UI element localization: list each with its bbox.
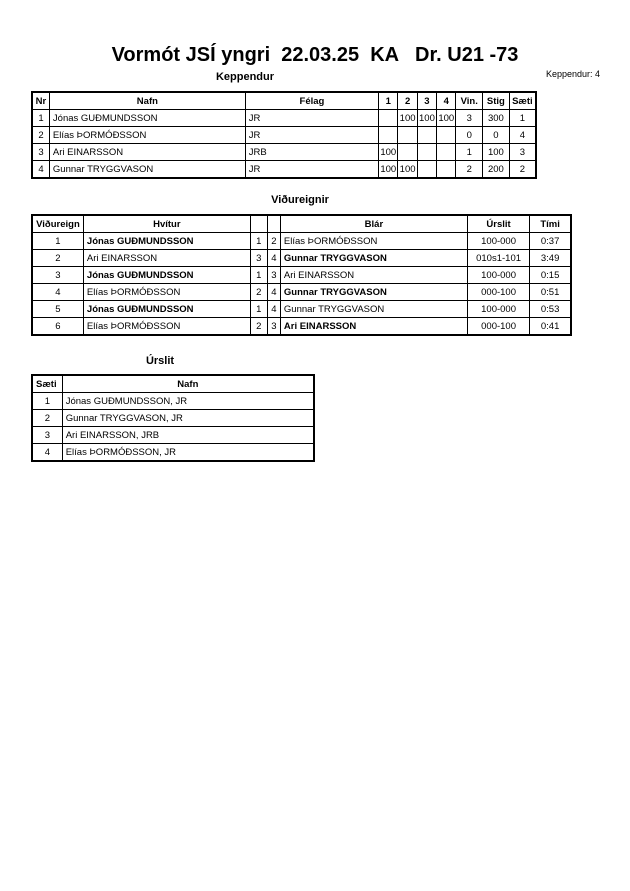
column-header: Sæti [32,375,62,393]
table-cell: 1 [32,110,49,127]
table-row [32,410,314,427]
white-number: 2 [250,318,267,336]
column-header: Nafn [62,375,314,393]
table-cell: 0 [456,127,483,144]
match-result: 010s1-101 [467,250,529,267]
match-time: 0:53 [530,301,571,318]
placement: 2 [32,410,62,427]
table-cell: 200 [483,161,510,179]
placement: 4 [32,444,62,462]
table-row [32,444,314,462]
table-cell: 3 [509,144,536,161]
match-time: 3:49 [530,250,571,267]
table-row [32,110,536,127]
match-time: 0:37 [530,233,571,250]
column-header [267,215,280,233]
table-cell: 3 [32,144,49,161]
table-cell: 2 [456,161,483,179]
column-header: Félag [245,92,378,110]
match-number: 1 [32,233,83,250]
white-number: 1 [250,301,267,318]
table-cell: 0 [483,127,510,144]
blue-competitor: Ari EINARSSON [280,318,467,336]
table-row [32,267,571,284]
blue-number: 3 [267,267,280,284]
blue-competitor: Gunnar TRYGGVASON [280,250,467,267]
table-cell: Elías ÞORMÓÐSSON [49,127,245,144]
column-header: Viðureign [32,215,83,233]
table-cell: 4 [32,161,49,179]
results-label: Úrslit [145,355,175,367]
match-number: 3 [32,267,83,284]
table-cell [437,127,456,144]
column-header: Sæti [509,92,536,110]
table-cell: 1 [456,144,483,161]
table-cell: 100 [379,144,398,161]
blue-competitor: Gunnar TRYGGVASON [280,284,467,301]
table-cell: 3 [456,110,483,127]
table-cell [398,127,417,144]
match-result: 100-000 [467,233,529,250]
white-competitor: Ari EINARSSON [83,250,250,267]
white-number: 3 [250,250,267,267]
table-cell: 300 [483,110,510,127]
column-header: 3 [417,92,436,110]
table-cell: JR [245,161,378,179]
match-number: 4 [32,284,83,301]
white-competitor: Elías ÞORMÓÐSSON [83,284,250,301]
white-number: 1 [250,267,267,284]
table-cell: 4 [509,127,536,144]
blue-number: 4 [267,250,280,267]
column-header: Vin. [456,92,483,110]
match-result: 000-100 [467,284,529,301]
table-cell: JR [245,110,378,127]
match-time: 0:15 [530,267,571,284]
column-header: 2 [398,92,417,110]
table-row [32,161,536,179]
table-cell: 2 [32,127,49,144]
column-header: 4 [437,92,456,110]
table-cell [417,161,436,179]
table-cell: 100 [379,161,398,179]
table-cell: 100 [398,161,417,179]
competitors-table [31,91,537,179]
table-cell [417,144,436,161]
table-row [32,284,571,301]
competitor-count: Keppendur: 4 [545,69,600,79]
white-competitor: Jónas GUÐMUNDSSON [83,267,250,284]
table-row [32,127,536,144]
table-row [32,144,536,161]
table-row [32,250,571,267]
table-cell [379,110,398,127]
table-cell: 2 [509,161,536,179]
column-header: Nr [32,92,49,110]
placement: 1 [32,393,62,410]
match-result: 100-000 [467,267,529,284]
column-header: Tími [530,215,571,233]
white-competitor: Jónas GUÐMUNDSSON [83,301,250,318]
table-cell: 100 [437,110,456,127]
match-number: 6 [32,318,83,336]
table-cell [437,144,456,161]
table-cell: JRB [245,144,378,161]
table-row [32,318,571,336]
column-header: Blár [280,215,467,233]
matches-label: Viðureignir [271,194,329,206]
table-row [32,427,314,444]
column-header: Nafn [49,92,245,110]
blue-number: 3 [267,318,280,336]
blue-competitor: Ari EINARSSON [280,267,467,284]
column-header: Úrslit [467,215,529,233]
match-result: 100-000 [467,301,529,318]
results-table [31,374,315,462]
white-number: 1 [250,233,267,250]
match-number: 2 [32,250,83,267]
placement: 3 [32,427,62,444]
table-cell: Gunnar TRYGGVASON [49,161,245,179]
white-competitor: Elías ÞORMÓÐSSON [83,318,250,336]
blue-competitor: Elías ÞORMÓÐSSON [280,233,467,250]
match-time: 0:41 [530,318,571,336]
competitors-label: Keppendur [215,71,275,83]
table-row [32,393,314,410]
blue-number: 4 [267,284,280,301]
table-cell [398,144,417,161]
match-time: 0:51 [530,284,571,301]
table-cell [379,127,398,144]
column-header: Hvítur [83,215,250,233]
match-result: 000-100 [467,318,529,336]
table-cell: 1 [509,110,536,127]
white-number: 2 [250,284,267,301]
table-cell: 100 [398,110,417,127]
table-cell: Jónas GUÐMUNDSSON [49,110,245,127]
table-cell: 100 [417,110,436,127]
table-row [32,233,571,250]
match-number: 5 [32,301,83,318]
column-header: Stig [483,92,510,110]
column-header: 1 [379,92,398,110]
competitor-name: Jónas GUÐMUNDSSON, JR [62,393,314,410]
blue-competitor: Gunnar TRYGGVASON [280,301,467,318]
table-cell [417,127,436,144]
table-cell [437,161,456,179]
column-header [250,215,267,233]
table-cell: JR [245,127,378,144]
competitor-name: Ari EINARSSON, JRB [62,427,314,444]
competitor-name: Gunnar TRYGGVASON, JR [62,410,314,427]
blue-number: 2 [267,233,280,250]
table-cell: Ari EINARSSON [49,144,245,161]
competitor-name: Elías ÞORMÓÐSSON, JR [62,444,314,462]
matches-table [31,214,572,336]
table-cell: 100 [483,144,510,161]
page-title: Vormót JSÍ yngri 22.03.25 KA Dr. U21 -73 [111,44,519,66]
blue-number: 4 [267,301,280,318]
table-row [32,301,571,318]
white-competitor: Jónas GUÐMUNDSSON [83,233,250,250]
